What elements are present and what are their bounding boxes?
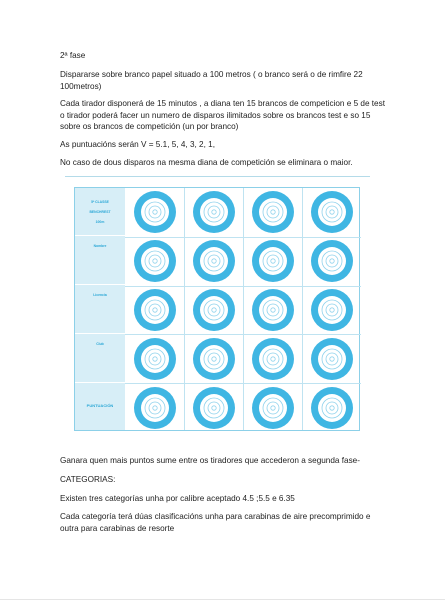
bullseye-target [251,337,295,381]
sheet-label-license: Licencia [75,285,125,334]
bullseye-target [133,386,177,430]
bullseye-target [310,386,354,430]
bullseye-target [192,337,236,381]
target-grid-line-vertical [302,188,303,430]
target-grid-line-horizontal [125,383,361,384]
target-grid-line-vertical [184,188,185,430]
target-grid-line-horizontal [125,334,361,335]
paragraph-categories: Existen tres categorías unha por calibre aceptado 4.5 ;5.5 e 6.35 [60,494,295,503]
paragraph-classifications: Cada categoría terá dúas clasificacións unha para carabinas de aire precomprimido e outra para carabinas de resorte [60,512,371,533]
bullseye-target [310,337,354,381]
paragraph-time-rules: Cada tirador disponerá de 15 minutos , a diana ten 15 brancos de competicion e 5 de test o tirador poderá facer un numero de disparos ilimitados sobre os brancos test e so 15 sobre os brancos de competición (un por branco) [60,99,385,132]
sheet-header-cell [75,188,125,236]
sheet-label-name: Nombre [75,236,125,285]
bullseye-target [133,239,177,283]
sheet-header-line-2: BENCHREST [89,210,111,214]
bullseye-target [192,288,236,332]
bullseye-target [192,190,236,234]
bullseye-target [133,288,177,332]
paragraph-winner: Ganara quen mais puntos sume entre os tiradores que accederon a segunda fase- [60,456,360,465]
bullseye-target [310,239,354,283]
paragraph-scoring: As puntuacións serán V = 5.1, 5, 4, 3, 2, 1, [60,140,215,149]
bullseye-target [133,337,177,381]
sheet-header-line-1: 5ª CLASSE [91,200,109,204]
paragraph-double-shot: No caso de dous disparos na mesma diana de competición se eliminara o maior. [60,158,353,167]
paragraph-rules-intro: Dispararse sobre branco papel situado a 100 metros ( o branco será o de rimfire 22 100metros) [60,70,363,91]
bullseye-target [133,190,177,234]
bullseye-target [310,288,354,332]
sheet-label-score: PUNTUACIÓN [75,383,125,432]
bullseye-target [251,288,295,332]
sheet-label-club: Club [75,334,125,383]
target-grid-line-vertical [243,188,244,430]
target-grid-line-horizontal [125,286,361,287]
bullseye-target [310,190,354,234]
sheet-header-line-3: 100m [95,220,105,224]
bullseye-target [251,190,295,234]
paragraph-categories-heading: CATEGORIAS: [60,475,116,484]
bullseye-target [192,239,236,283]
target-sheet-image [65,176,370,435]
target-grid-line-horizontal [125,237,361,238]
bullseye-target [251,239,295,283]
target-sheet-info-column [75,188,125,430]
bullseye-target [192,386,236,430]
target-board [74,187,360,431]
phase-title: 2ª fase [60,51,86,60]
bullseye-target [251,386,295,430]
